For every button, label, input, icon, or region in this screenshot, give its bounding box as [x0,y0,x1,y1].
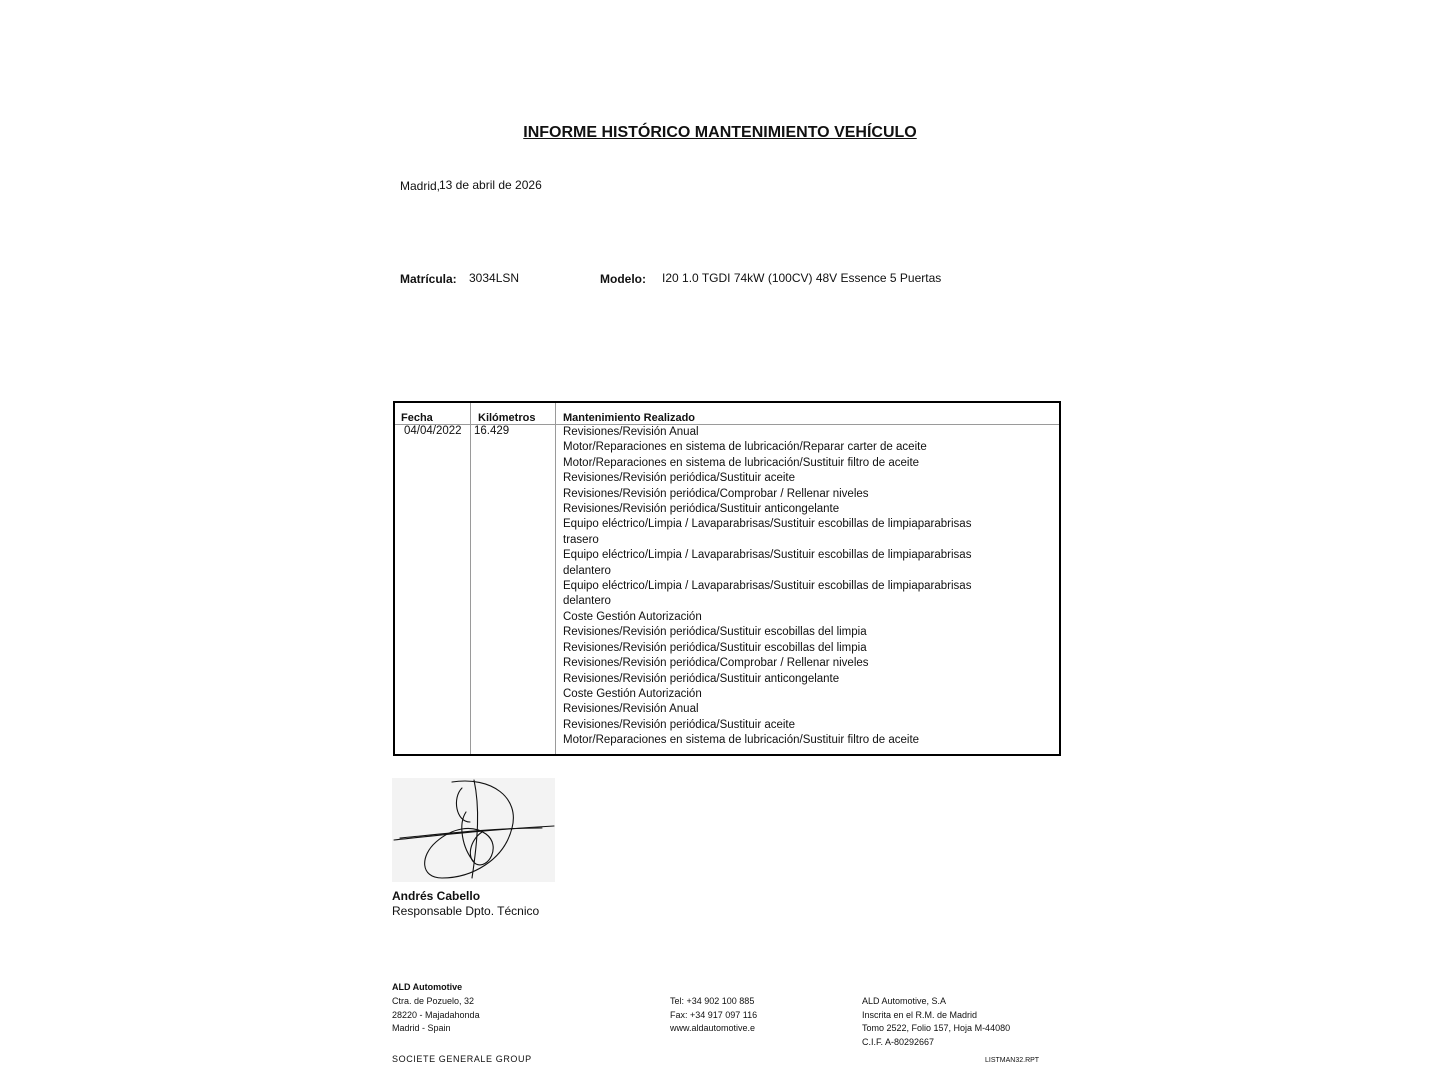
report-city: Madrid, [400,179,441,193]
report-reference: LISTMAN32.RPT [985,1057,1040,1064]
footer-address [392,995,480,1036]
plate-label: Matrícula: [400,272,457,286]
footer-legal [862,995,1010,1049]
footer-legal-line: ALD Automotive, S.A [862,996,947,1006]
maintenance-item: Revisiones/Revisión periódica/Sustituir anticongelante [563,503,840,516]
maintenance-item: Revisiones/Revisión periódica/Sustituir aceite [563,472,796,485]
footer-legal-line: Inscrita en el R.M. de Madrid [862,1009,978,1020]
maintenance-item: Motor/Reparaciones en sistema de lubricación/Reparar carter de aceite [563,441,927,454]
footer-address-line: 28220 - Majadahonda [392,1009,480,1020]
report-title: INFORME HISTÓRICO MANTENIMIENTO VEHÍCULO [523,124,917,141]
maintenance-item: Motor/Reparaciones en sistema de lubricación/Sustituir filtro de aceite [563,456,920,469]
footer-legal-line: C.I.F. A-80292667 [862,1036,935,1047]
signature-image [392,778,555,882]
maintenance-table [393,401,1061,756]
plate-value: 3034LSN [469,271,520,285]
maintenance-item: delantero [563,595,611,608]
column-divider [555,403,556,754]
row-date: 04/04/2022 [404,425,462,437]
footer-address-line: Ctra. de Pozuelo, 32 [392,996,475,1006]
maintenance-item: Equipo eléctrico/Limpia / Lavaparabrisas/Sustituir escobillas de limpiaparabrisas [563,580,972,593]
maintenance-item: Revisiones/Revisión periódica/Sustituir escobillas del limpia [563,641,867,654]
footer-legal-line: Tomo 2522, Folio 157, Hoja M-44080 [862,1023,1011,1034]
maintenance-item: Motor/Reparaciones en sistema de lubricación/Sustituir filtro de aceite [563,734,920,747]
maintenance-item: Coste Gestión Autorización [563,610,702,623]
footer-company: ALD Automotive [392,982,463,992]
header-maintenance: Mantenimiento Realizado [563,412,696,424]
maintenance-item: trasero [563,533,599,546]
maintenance-item: Revisiones/Revisión periódica/Comprobar / Rellenar niveles [563,487,869,500]
maintenance-item: Revisiones/Revisión Anual [563,703,699,716]
maintenance-items [563,425,971,749]
model-value: I20 1.0 TGDI 74kW (100CV) 48V Essence 5 Puertas [662,271,942,285]
maintenance-item: Revisiones/Revisión Anual [563,426,699,438]
maintenance-item: Revisiones/Revisión periódica/Sustituir escobillas del limpia [563,626,867,639]
footer-group-name: SOCIETE GENERALE GROUP [392,1054,532,1064]
footer-address-line: Madrid - Spain [392,1023,451,1034]
maintenance-item: Revisiones/Revisión periódica/Comprobar / Rellenar niveles [563,657,869,670]
signature-scribble [392,778,555,882]
maintenance-item: Revisiones/Revisión periódica/Sustituir anticongelante [563,672,840,685]
header-date: Fecha [401,412,433,424]
footer-fax: Fax: +34 917 097 116 [670,1009,758,1020]
column-divider [470,403,471,754]
header-km: Kilómetros [478,412,536,424]
maintenance-item: Coste Gestión Autorización [563,687,702,700]
footer-website: www.aldautomotive.e [670,1023,756,1034]
footer-contact [670,995,757,1036]
signer-name: Andrés Cabello [392,889,481,903]
maintenance-item: Equipo eléctrico/Limpia / Lavaparabrisas/Sustituir escobillas de limpiaparabrisas [563,549,972,562]
signer-role: Responsable Dpto. Técnico [392,904,540,918]
row-km: 16.429 [474,425,510,437]
report-date: 13 de abril de 2026 [439,178,542,192]
maintenance-item: Equipo eléctrico/Limpia / Lavaparabrisas/Sustituir escobillas de limpiaparabrisas [563,518,972,531]
footer-phone: Tel: +34 902 100 885 [670,996,755,1006]
maintenance-item: delantero [563,564,611,577]
maintenance-item: Revisiones/Revisión periódica/Sustituir aceite [563,718,796,731]
model-label: Modelo: [600,272,646,286]
